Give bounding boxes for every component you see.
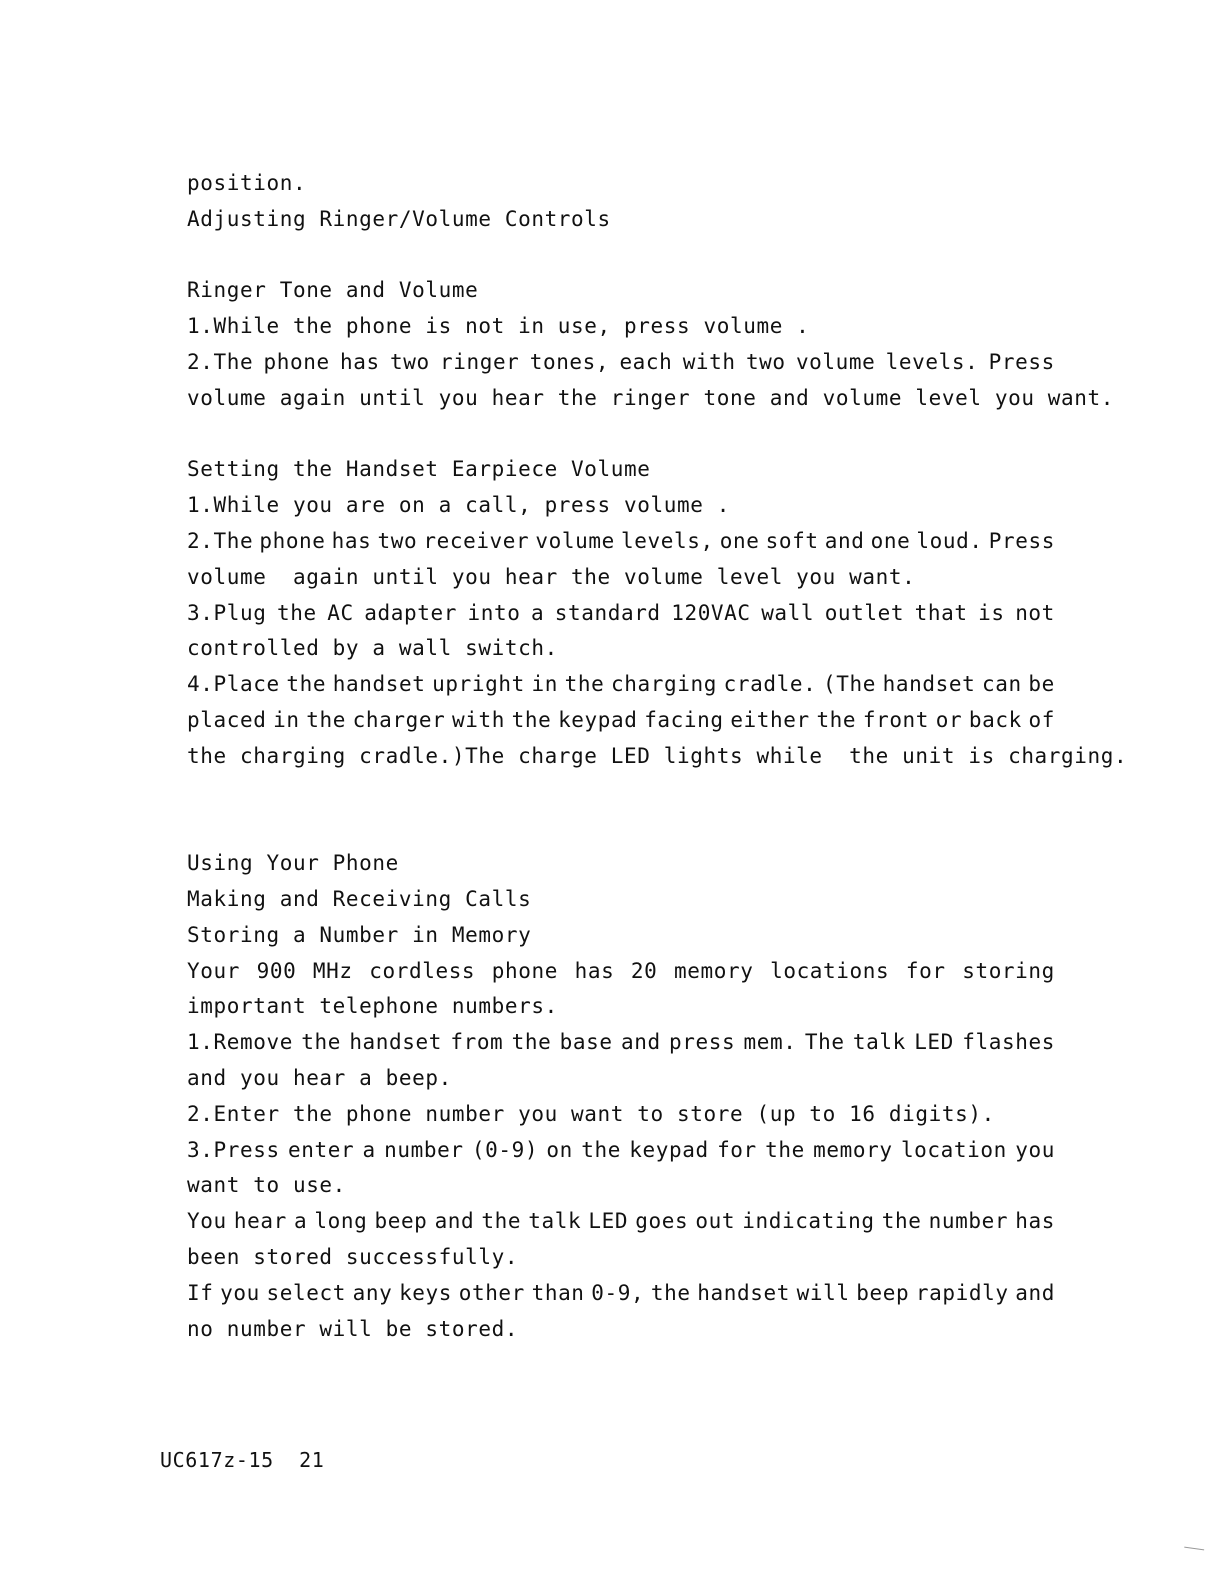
text-line-justified <box>187 1204 1055 1240</box>
word: that <box>914 600 968 625</box>
word: goes <box>635 1209 689 1234</box>
word: LED <box>588 1209 629 1234</box>
word: a <box>362 1137 376 1162</box>
word: handset <box>882 672 976 697</box>
word: select <box>266 1280 347 1305</box>
word: two <box>389 349 430 374</box>
word: phone <box>491 958 558 983</box>
word: 0-9, <box>591 1280 645 1305</box>
word: cradle. <box>723 672 817 697</box>
word: memory <box>674 958 754 983</box>
word: has <box>339 349 380 374</box>
text-line-justified <box>187 1276 1055 1312</box>
word: back <box>968 707 1022 732</box>
word: in <box>531 672 558 697</box>
word: the <box>301 1030 341 1055</box>
word: for <box>717 1137 757 1162</box>
word: volume <box>795 349 876 374</box>
text-line-justified <box>187 345 1055 381</box>
word: than <box>531 1280 585 1305</box>
word: front <box>862 707 930 732</box>
word: Press <box>988 349 1055 374</box>
text-line: volume again until you hear the volume level you want. <box>187 564 916 589</box>
word: for <box>905 958 946 983</box>
word: indicating <box>742 1209 875 1234</box>
word: out <box>695 1209 736 1234</box>
text-line-justified <box>187 1133 1055 1169</box>
text-line: the charging cradle.)The charge LED lights while the unit is charging. <box>187 743 1128 768</box>
text-line-justified <box>187 667 1055 703</box>
word: adapter <box>364 600 457 625</box>
subsection-heading: Ringer Tone and Volume <box>187 278 479 303</box>
word: hear <box>233 1209 287 1234</box>
word: outlet <box>824 600 905 625</box>
word: either <box>730 707 810 732</box>
word: talk <box>528 1209 582 1234</box>
document-body <box>187 166 1128 1347</box>
word: has <box>1015 1209 1055 1234</box>
word: 900 <box>256 958 297 983</box>
word: AC <box>327 600 354 625</box>
word: the <box>581 1137 621 1162</box>
word: be <box>1028 672 1055 697</box>
word: the <box>564 672 605 697</box>
word: the <box>816 707 857 732</box>
word: levels. <box>885 349 979 374</box>
word: memory <box>813 1137 893 1162</box>
word: Press <box>988 528 1055 553</box>
word: has <box>574 958 615 983</box>
text-line: important telephone numbers. <box>187 994 558 1019</box>
word: a <box>530 600 545 625</box>
word: ringer <box>439 349 520 374</box>
word: number <box>384 1137 464 1162</box>
text-line: want to use. <box>187 1173 346 1198</box>
word: phone <box>259 528 326 553</box>
word: volume <box>535 528 615 553</box>
text-line: been stored successfully. <box>187 1244 519 1269</box>
word: two <box>377 528 418 553</box>
word: you <box>1015 1137 1055 1162</box>
word: enter <box>288 1137 355 1162</box>
text-line: and you hear a beep. <box>187 1065 452 1090</box>
word: 120VAC <box>671 600 751 625</box>
word: one <box>719 528 760 553</box>
word: and <box>620 1030 661 1055</box>
word: The <box>804 1030 845 1055</box>
word: storing <box>962 958 1055 983</box>
word: locations <box>770 958 890 983</box>
text-line-justified <box>187 596 1055 632</box>
word: 3.Plug <box>187 600 267 625</box>
word: will <box>796 1280 850 1305</box>
word: wall <box>761 600 815 625</box>
word: handset <box>332 672 426 697</box>
word: long <box>314 1209 368 1234</box>
word: charging <box>611 672 717 697</box>
word: beep <box>856 1280 910 1305</box>
word: mem. <box>743 1030 797 1055</box>
word: receiver <box>423 528 530 553</box>
text-line: controlled by a wall switch. <box>187 636 558 661</box>
word: cordless <box>369 958 476 983</box>
word: charger <box>352 707 446 732</box>
word: rapidly <box>915 1280 1009 1305</box>
word: beep <box>374 1209 428 1234</box>
word: with <box>452 707 506 732</box>
word: number <box>928 1209 1009 1234</box>
word: the <box>650 1280 691 1305</box>
word: press <box>669 1030 736 1055</box>
text-line: no number will be stored. <box>187 1316 519 1341</box>
word: the <box>306 707 347 732</box>
word: the <box>881 1209 922 1234</box>
word: standard <box>554 600 661 625</box>
word: levels, <box>620 528 714 553</box>
word: or <box>935 707 963 732</box>
word: the <box>765 1137 805 1162</box>
word: base <box>559 1030 613 1055</box>
word: other <box>458 1280 525 1305</box>
word: location <box>900 1137 1007 1162</box>
text-line: 1.While you are on a call, press volume . <box>187 493 730 518</box>
word: into <box>467 600 521 625</box>
page-number: 21 <box>299 1448 325 1472</box>
subsection-heading: Setting the Handset Earpiece Volume <box>187 457 651 482</box>
word: keypad <box>558 707 638 732</box>
word: keys <box>399 1280 453 1305</box>
section-heading: Using Your Phone <box>187 851 399 876</box>
word: two <box>745 349 786 374</box>
word: can <box>981 672 1022 697</box>
text-line-justified <box>187 954 1055 990</box>
word: the <box>276 600 317 625</box>
text-line: 1.While the phone is not in use, press volume . <box>187 314 810 339</box>
word: not <box>1015 600 1055 625</box>
word: with <box>682 349 736 374</box>
word: 3.Press <box>187 1137 280 1162</box>
word: soft <box>765 528 819 553</box>
word: the <box>511 1030 552 1055</box>
word: one <box>870 528 911 553</box>
word: in <box>273 707 300 732</box>
word: If <box>187 1280 214 1305</box>
text-line-justified <box>187 703 1055 739</box>
word: any <box>352 1280 393 1305</box>
word: and <box>824 528 865 553</box>
scan-mark <box>1184 1547 1204 1554</box>
word: LED <box>914 1030 954 1055</box>
word: tones, <box>529 349 610 374</box>
word: placed <box>187 707 267 732</box>
word: and <box>1015 1280 1055 1305</box>
word: 2.The <box>187 349 254 374</box>
word: you <box>220 1280 260 1305</box>
word: facing <box>644 707 724 732</box>
section-heading: Adjusting Ringer/Volume Controls <box>187 206 611 231</box>
text-line: 2.Enter the phone number you want to store (up to 16 digits). <box>187 1101 995 1126</box>
word: flashes <box>962 1030 1055 1055</box>
word: You <box>187 1209 227 1234</box>
word: talk <box>852 1030 906 1055</box>
document-id: UC617z-15 <box>160 1448 274 1472</box>
word: from <box>450 1030 504 1055</box>
text-line: position. <box>187 171 307 195</box>
word: phone <box>263 349 330 374</box>
word: has <box>331 528 372 553</box>
text-line: volume again until you hear the ringer tone and volume level you want. <box>187 385 1115 410</box>
word: is <box>978 600 1005 625</box>
subsection-heading: Storing a Number in Memory <box>187 922 532 947</box>
word: 2.The <box>187 528 254 553</box>
word: upright <box>432 672 525 697</box>
word: (0-9) <box>471 1137 539 1162</box>
word: the <box>511 707 552 732</box>
word: the <box>286 672 327 697</box>
word: handset <box>349 1030 443 1055</box>
text-line-justified <box>187 524 1055 560</box>
word: 4.Place <box>187 672 280 697</box>
word: each <box>619 349 673 374</box>
word: Your <box>187 958 240 983</box>
word: on <box>546 1137 573 1162</box>
word: MHz <box>312 958 353 983</box>
word: keypad <box>629 1137 709 1162</box>
word: (The <box>822 672 876 697</box>
word: handset <box>697 1280 790 1305</box>
word: of <box>1028 707 1055 732</box>
word: 1.Remove <box>187 1030 293 1055</box>
subsection-heading: Making and Receiving Calls <box>187 886 532 911</box>
word: 20 <box>630 958 658 983</box>
word: and <box>434 1209 475 1234</box>
word: the <box>481 1209 522 1234</box>
page-footer <box>160 1446 324 1474</box>
word: a <box>293 1209 308 1234</box>
text-line-justified <box>187 1025 1055 1061</box>
word: loud. <box>916 528 983 553</box>
